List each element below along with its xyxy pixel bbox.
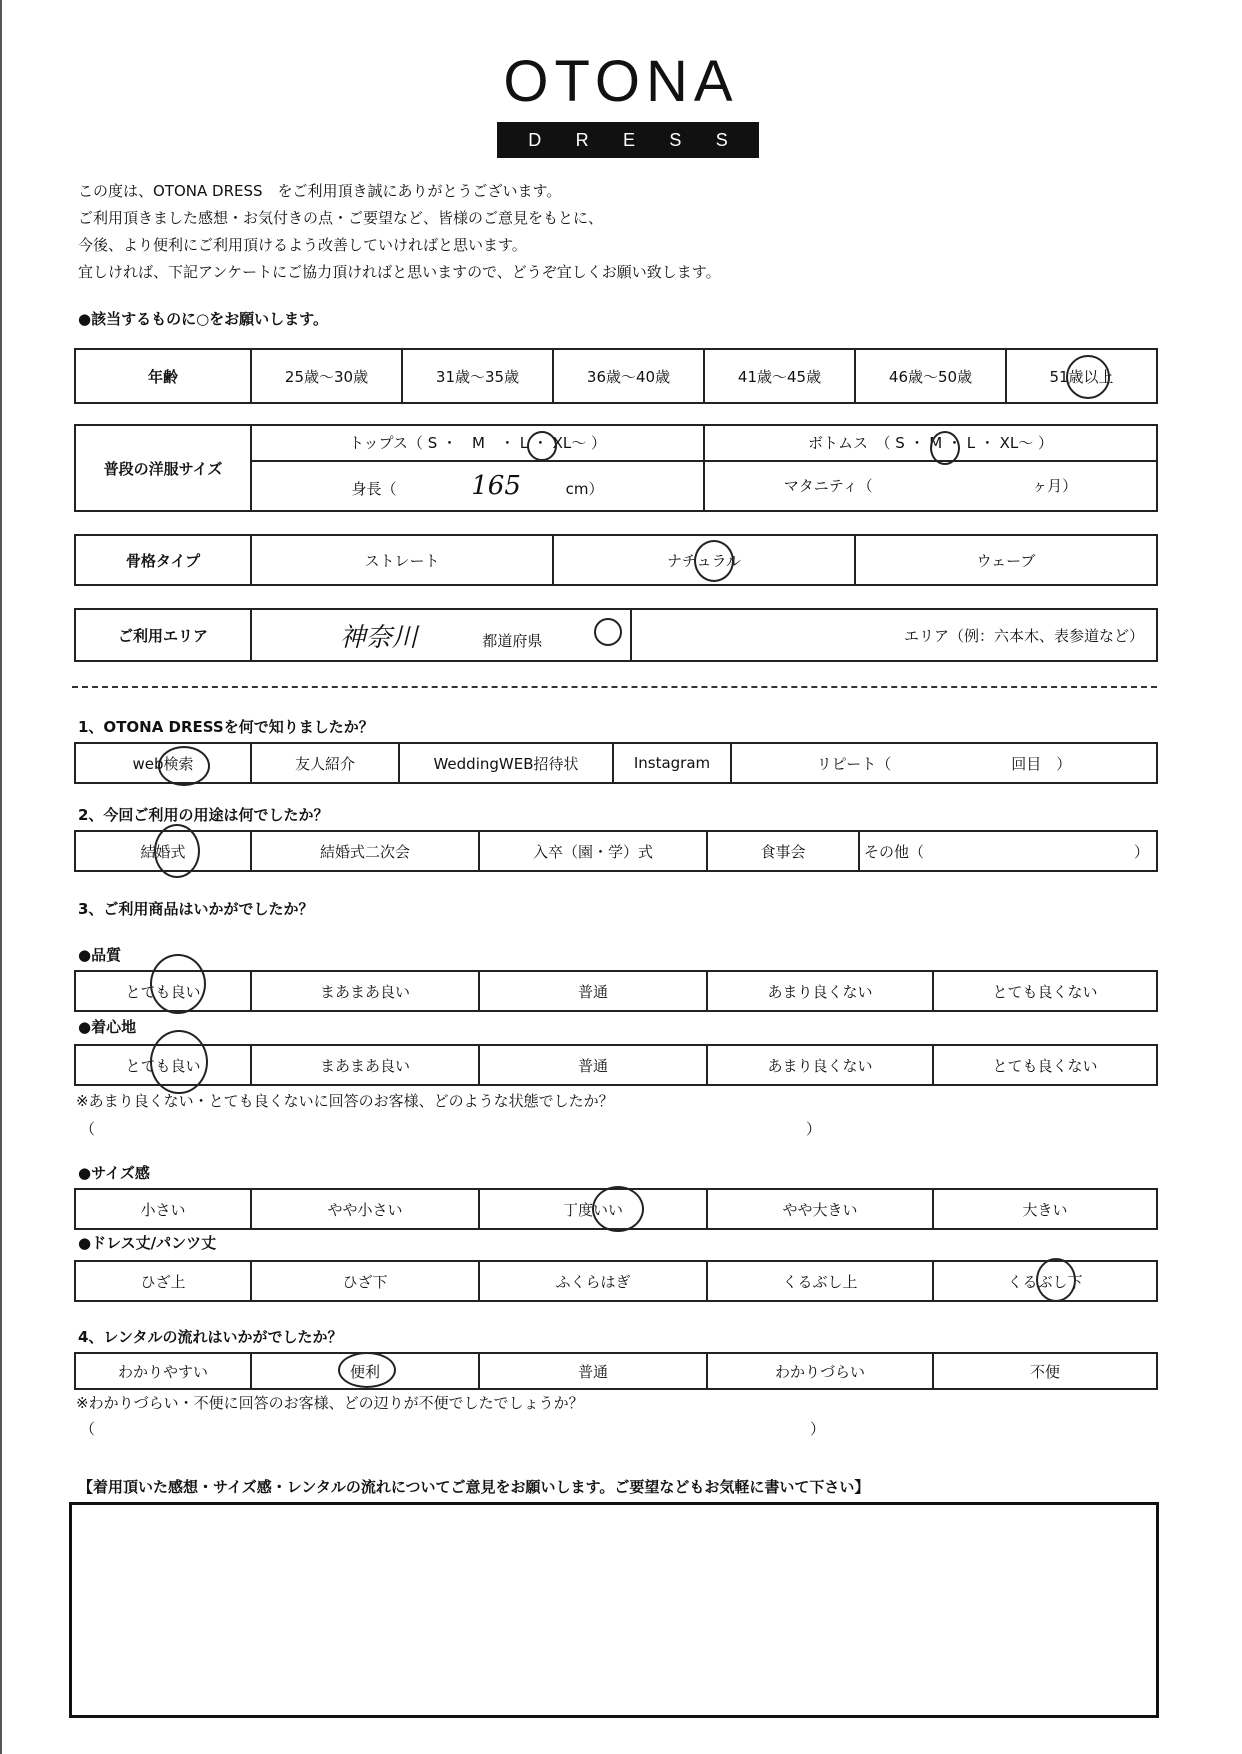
logo-letter: R	[575, 129, 589, 150]
q1-option[interactable]: Instagram	[613, 743, 731, 783]
q1-option[interactable]: 友人紹介	[251, 743, 399, 783]
selection-circle	[150, 954, 206, 1014]
maternity-unit: ヶ月）	[1032, 477, 1078, 496]
age-option[interactable]: 46歳〜50歳	[855, 349, 1006, 403]
length-option[interactable]: ふくらはぎ	[479, 1261, 707, 1301]
quality-table	[74, 970, 1158, 1012]
fit-option[interactable]: やや小さい	[251, 1189, 479, 1229]
length-option[interactable]: くるぶし上	[707, 1261, 933, 1301]
size-table	[74, 424, 1158, 512]
selection-circle	[338, 1352, 396, 1388]
quality-label: ●品質	[78, 946, 122, 964]
intro-line: ご利用頂きました感想・お気付きの点・ご要望など、皆様のご意見をもとに、	[78, 209, 604, 227]
comfort-option[interactable]: あまり良くない	[707, 1045, 933, 1085]
age-option-selected[interactable]: 51歳以上	[1006, 349, 1157, 403]
bone-option[interactable]: ウェーブ	[855, 535, 1157, 585]
length-option[interactable]: ひざ下	[251, 1261, 479, 1301]
q4-table	[74, 1352, 1158, 1390]
size-label: 普段の洋服サイズ	[75, 425, 251, 511]
length-option-selected[interactable]: くるぶし下	[933, 1261, 1157, 1301]
bone-option[interactable]: ストレート	[251, 535, 553, 585]
fit-label: ●サイズ感	[78, 1164, 150, 1182]
selection-circle	[527, 431, 557, 461]
q4-paren-open: （	[80, 1420, 96, 1438]
logo-letter: D	[528, 129, 542, 150]
comfort-table	[74, 1044, 1158, 1086]
divider-dashed	[72, 686, 1157, 688]
q4-paren-close: ）	[810, 1420, 826, 1438]
q1-option[interactable]: リピート（ 回目 ）	[731, 743, 1157, 783]
comfort-paren-close: ）	[806, 1120, 822, 1138]
instruction-heading: ●該当するものに○をお願いします。	[78, 310, 328, 328]
area-label: ご利用エリア	[75, 609, 251, 661]
maternity-label: マタニティ（	[783, 477, 873, 496]
q4-note: ※わかりづらい・不便に回答のお客様、どの辺りが不便でしたでしょうか？	[76, 1394, 584, 1412]
area-hint[interactable]: エリア（例：六本木、表参道など）	[631, 609, 1157, 661]
selection-circle	[594, 618, 622, 646]
q4-option[interactable]: わかりづらい	[707, 1353, 933, 1389]
comfort-paren-open: （	[80, 1120, 96, 1138]
length-table	[74, 1260, 1158, 1302]
length-label: ●ドレス丈/パンツ丈	[78, 1234, 217, 1252]
q2-option[interactable]: 結婚式二次会	[251, 831, 479, 871]
selection-circle	[592, 1186, 644, 1232]
fit-option[interactable]: やや大きい	[707, 1189, 933, 1229]
q4-option[interactable]: わかりやすい	[75, 1353, 251, 1389]
length-option[interactable]: ひざ上	[75, 1261, 251, 1301]
scan-edge-line	[0, 0, 2, 1754]
q2-option-selected[interactable]: 結婚式	[75, 831, 251, 871]
height-value: 165	[471, 470, 521, 501]
prefecture-cell[interactable]	[251, 609, 631, 661]
age-option[interactable]: 41歳〜45歳	[704, 349, 855, 403]
fit-option-selected[interactable]: 丁度いい	[479, 1189, 707, 1229]
q4-option[interactable]: 普通	[479, 1353, 707, 1389]
comfort-label: ●着心地	[78, 1018, 137, 1036]
q1-table	[74, 742, 1158, 784]
selection-circle	[1066, 355, 1110, 399]
q1-option[interactable]: WeddingWEB招待状	[399, 743, 613, 783]
quality-option[interactable]: あまり良くない	[707, 971, 933, 1011]
intro-line: この度は、OTONA DRESS をご利用頂き誠にありがとうございます。	[78, 182, 562, 200]
height-cell[interactable]	[251, 461, 704, 511]
logo-wordmark: OTONA	[503, 49, 739, 114]
selection-circle	[154, 824, 200, 878]
logo-letter: S	[669, 129, 682, 150]
comfort-option-selected[interactable]: とても良い	[75, 1045, 251, 1085]
height-label: 身長（	[351, 479, 397, 498]
intro-line: 今後、より便利にご利用頂けるよう改善していければと思います。	[78, 236, 527, 254]
logo-sub-bar	[497, 122, 759, 158]
selection-circle	[930, 431, 960, 465]
comments-title: 【着用頂いた感想・サイズ感・レンタルの流れについてご意見をお願いします。ご要望などもお気軽に書いて下さい】	[78, 1478, 870, 1496]
bottoms-size[interactable]: ボトムス （ S ・ M ・ L ・ XL〜 ）	[704, 425, 1157, 461]
fit-option[interactable]: 大きい	[933, 1189, 1157, 1229]
tops-size[interactable]: トップス（ S ・ M ・ L ・ XL〜 ）	[251, 425, 704, 461]
bone-option-selected[interactable]: ナチュラル	[553, 535, 855, 585]
quality-option[interactable]: まあまあ良い	[251, 971, 479, 1011]
comfort-answer-field[interactable]	[100, 1114, 800, 1140]
q4-answer-field[interactable]	[100, 1414, 800, 1440]
quality-option-selected[interactable]: とても良い	[75, 971, 251, 1011]
q1-title: 1、OTONA DRESSを何で知りましたか？	[78, 718, 374, 736]
height-unit: cm）	[565, 479, 604, 498]
fit-option[interactable]: 小さい	[75, 1189, 251, 1229]
selection-circle	[1036, 1258, 1076, 1302]
q4-option-selected[interactable]: 便利	[251, 1353, 479, 1389]
bone-label: 骨格タイプ	[75, 535, 251, 585]
q2-title: 2、今回ご利用の用途は何でしたか？	[78, 806, 329, 824]
intro-line: 宜しければ、下記アンケートにご協力頂ければと思いますので、どうぞ宜しくお願い致します。	[78, 263, 721, 281]
q4-option[interactable]: 不便	[933, 1353, 1157, 1389]
selection-circle	[158, 746, 210, 786]
prefecture-suffix: 都道府県	[482, 631, 543, 650]
comfort-option[interactable]: とても良くない	[933, 1045, 1157, 1085]
intro-text	[78, 178, 721, 286]
age-option[interactable]: 36歳〜40歳	[553, 349, 704, 403]
age-label: 年齢	[75, 349, 251, 403]
comfort-option[interactable]: まあまあ良い	[251, 1045, 479, 1085]
maternity-cell[interactable]	[704, 461, 1157, 511]
q1-option-selected[interactable]: web検索	[75, 743, 251, 783]
q4-title: 4、レンタルの流れはいかがでしたか？	[78, 1328, 343, 1346]
comfort-option[interactable]: 普通	[479, 1045, 707, 1085]
selection-circle	[694, 540, 734, 582]
quality-option[interactable]: とても良くない	[933, 971, 1157, 1011]
comfort-note: ※あまり良くない・とても良くないに回答のお客様、どのような状態でしたか？	[76, 1092, 614, 1110]
quality-option[interactable]: 普通	[479, 971, 707, 1011]
selection-circle	[150, 1030, 208, 1094]
logo-letter: E	[622, 129, 635, 150]
q2-option[interactable]: 入卒（園・学）式	[479, 831, 707, 871]
q3-title: 3、ご利用商品はいかがでしたか？	[78, 900, 314, 918]
q2-option[interactable]: 食事会	[707, 831, 859, 871]
age-table	[74, 348, 1158, 404]
q2-table	[74, 830, 1158, 872]
prefecture-value: 神奈川	[339, 622, 418, 653]
q2-option[interactable]: その他（ ）	[859, 831, 1157, 871]
logo-letter: S	[715, 129, 728, 150]
age-option[interactable]: 25歳〜30歳	[251, 349, 402, 403]
bone-table	[74, 534, 1158, 586]
comments-box[interactable]	[69, 1502, 1159, 1718]
age-option[interactable]: 31歳〜35歳	[402, 349, 553, 403]
